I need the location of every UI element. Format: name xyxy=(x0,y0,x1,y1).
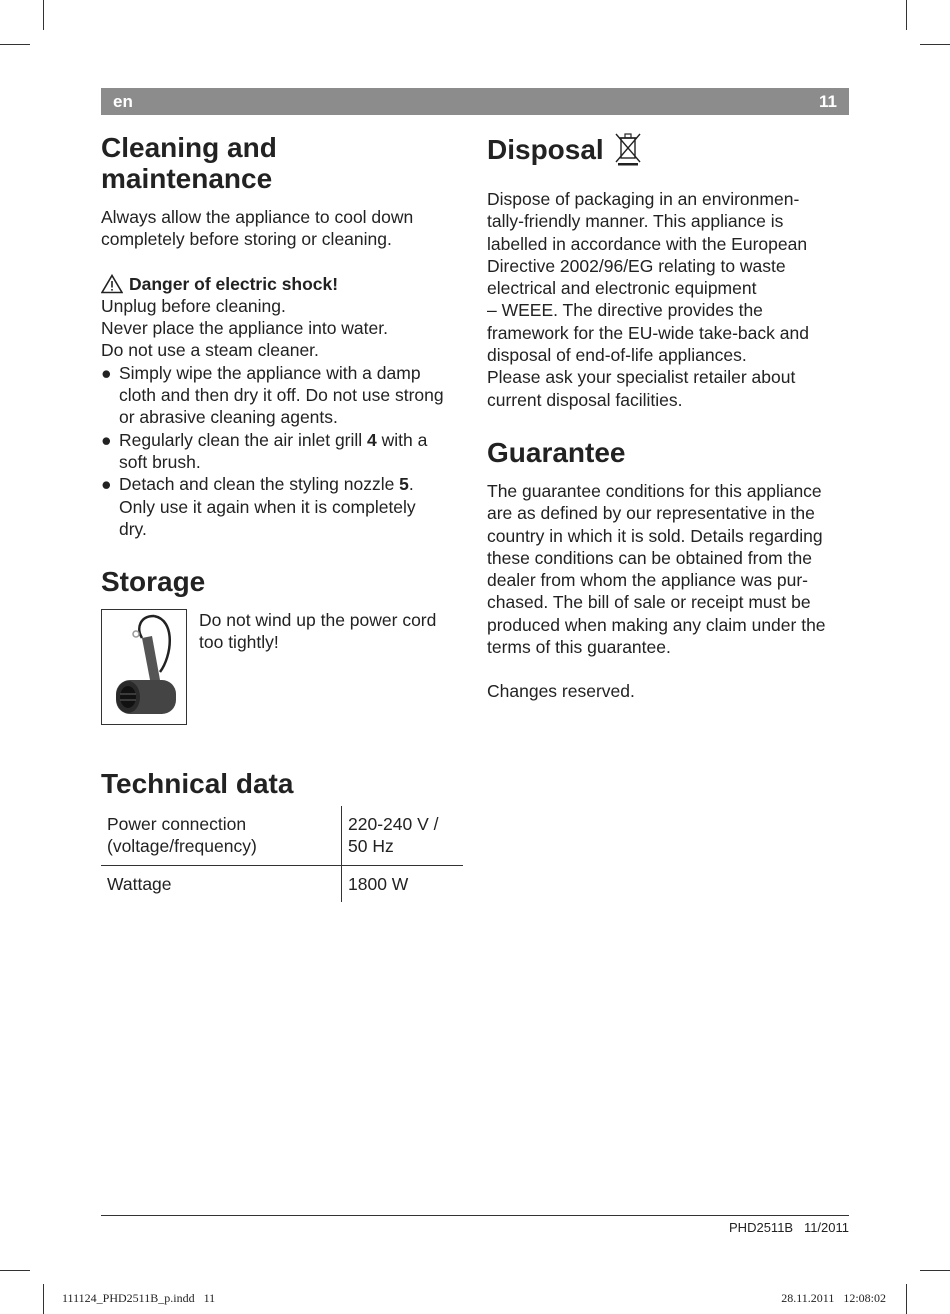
crop-mark xyxy=(0,44,30,45)
storage-text-line: too tightly! xyxy=(199,632,279,653)
text-line: Please ask your specialist retailer about xyxy=(487,367,796,388)
crop-mark xyxy=(0,1270,30,1271)
table-cell-value xyxy=(342,806,464,865)
storage-heading: Storage xyxy=(101,566,206,598)
page-number: 11 xyxy=(819,92,837,111)
crop-mark xyxy=(43,0,44,30)
crop-mark xyxy=(43,1284,44,1314)
list-item-line: Regularly clean the air inlet grill xyxy=(119,429,368,450)
list-item-line: Only use it again when it is completely xyxy=(119,496,416,517)
text-line: produced when making any claim under the xyxy=(487,614,826,635)
text-line: terms of this guarantee. xyxy=(487,637,671,658)
table-row xyxy=(101,806,463,865)
disposal-heading xyxy=(487,132,849,166)
cell-line: 220-240 V / xyxy=(348,814,439,834)
bullet-icon: ● xyxy=(101,362,112,383)
footer-rule xyxy=(101,1215,849,1216)
disposal-heading-text: Disposal xyxy=(487,133,604,165)
cell-line: Power connection xyxy=(107,814,247,834)
guarantee-heading: Guarantee xyxy=(487,436,626,468)
shock-warning-text: Danger of electric shock! xyxy=(129,273,339,294)
steam-line: Do not use a steam cleaner. xyxy=(101,340,319,361)
cell-line: (voltage/frequency) xyxy=(107,836,257,857)
list-item-line: cloth and then dry it off. Do not use strong xyxy=(119,385,444,406)
list-item xyxy=(101,473,466,540)
text-line: Dispose of packaging in an environmen- xyxy=(487,189,800,209)
cleaning-intro-line2: completely before storing or cleaning. xyxy=(101,229,392,250)
list-item-line: dry. xyxy=(119,518,147,539)
disposal-text xyxy=(487,188,849,411)
crop-mark xyxy=(920,44,950,45)
model-number: PHD2511B xyxy=(729,1220,794,1235)
table-cell-key xyxy=(101,806,342,865)
table-cell-value: 1800 W xyxy=(348,873,409,894)
list-item xyxy=(101,362,466,429)
bullet-icon: ● xyxy=(101,474,112,495)
storage-text-line: Do not wind up the power cord xyxy=(199,610,437,631)
unplug-line: Unplug before cleaning. xyxy=(101,295,286,316)
text-line: labelled in accordance with the European xyxy=(487,233,808,254)
table-row xyxy=(101,865,463,902)
text-line: disposal of end-of-life appliances. xyxy=(487,345,747,366)
list-item-line: Simply wipe the appliance with a damp xyxy=(119,362,421,383)
text-line: electrical and electronic equipment xyxy=(487,278,757,299)
warning-triangle-icon xyxy=(101,274,123,294)
part-number: 4 xyxy=(367,429,377,450)
print-date: 11/2011 xyxy=(803,1220,849,1235)
hair-dryer-illustration xyxy=(101,609,187,725)
table-cell-key: Wattage xyxy=(101,865,342,902)
slug-file-name: 111124_PHD2511B_p.indd 11 xyxy=(62,1291,216,1305)
bullet-icon: ● xyxy=(101,429,112,450)
text-line: – WEEE. The directive provides the xyxy=(487,300,763,321)
cleaning-heading-line1: Cleaning and xyxy=(101,132,277,163)
shock-warning xyxy=(101,273,466,295)
crop-mark xyxy=(920,1270,950,1271)
crop-mark xyxy=(906,1284,907,1314)
storage-text xyxy=(199,609,436,725)
water-line: Never place the appliance into water. xyxy=(101,318,388,339)
technical-data-heading: Technical data xyxy=(101,768,294,799)
slug-timestamp: 28.11.2011 12:08:02 xyxy=(781,1291,886,1305)
text-line: these conditions can be obtained from the xyxy=(487,547,812,568)
footer-model-date xyxy=(729,1220,849,1235)
weee-crossed-bin-icon xyxy=(614,132,642,166)
list-item-line: or abrasive cleaning agents. xyxy=(119,407,338,428)
text-line: Directive 2002/96/EG relating to waste xyxy=(487,255,786,276)
text-line: chased. The bill of sale or receipt must be xyxy=(487,592,811,613)
cleaning-list xyxy=(101,362,466,540)
cleaning-heading-line2: maintenance xyxy=(101,163,273,194)
text-line: framework for the EU-wide take-back and xyxy=(487,322,809,343)
text-line: dealer from whom the appliance was pur- xyxy=(487,570,808,591)
guarantee-text xyxy=(487,480,849,658)
cell-line: 50 Hz xyxy=(348,836,394,857)
text-line: current disposal facilities. xyxy=(487,389,683,410)
text-line: country in which it is sold. Details regarding xyxy=(487,525,823,546)
list-item-line: Detach and clean the styling nozzle xyxy=(119,474,400,495)
list-item-line: with a xyxy=(376,429,428,450)
technical-data-table xyxy=(101,806,463,902)
cleaning-intro-line1: Always allow the appliance to cool down xyxy=(101,207,414,227)
crop-mark xyxy=(906,0,907,30)
part-number: 5 xyxy=(399,474,409,495)
text-line: tally-friendly manner. This appliance is xyxy=(487,211,784,232)
storage-row xyxy=(101,609,466,725)
left-column xyxy=(101,132,466,725)
cleaning-intro xyxy=(101,206,466,251)
text-line: are as defined by our representative in the xyxy=(487,503,815,524)
list-item-line: soft brush. xyxy=(119,451,201,472)
list-item-line: . xyxy=(408,474,414,495)
text-line: The guarantee conditions for this appliance xyxy=(487,480,822,501)
language-code: en xyxy=(113,92,133,111)
page-header-bar xyxy=(101,88,849,115)
list-item xyxy=(101,429,466,474)
cleaning-heading xyxy=(101,132,466,194)
changes-reserved: Changes reserved. xyxy=(487,681,635,702)
right-column xyxy=(487,132,849,703)
